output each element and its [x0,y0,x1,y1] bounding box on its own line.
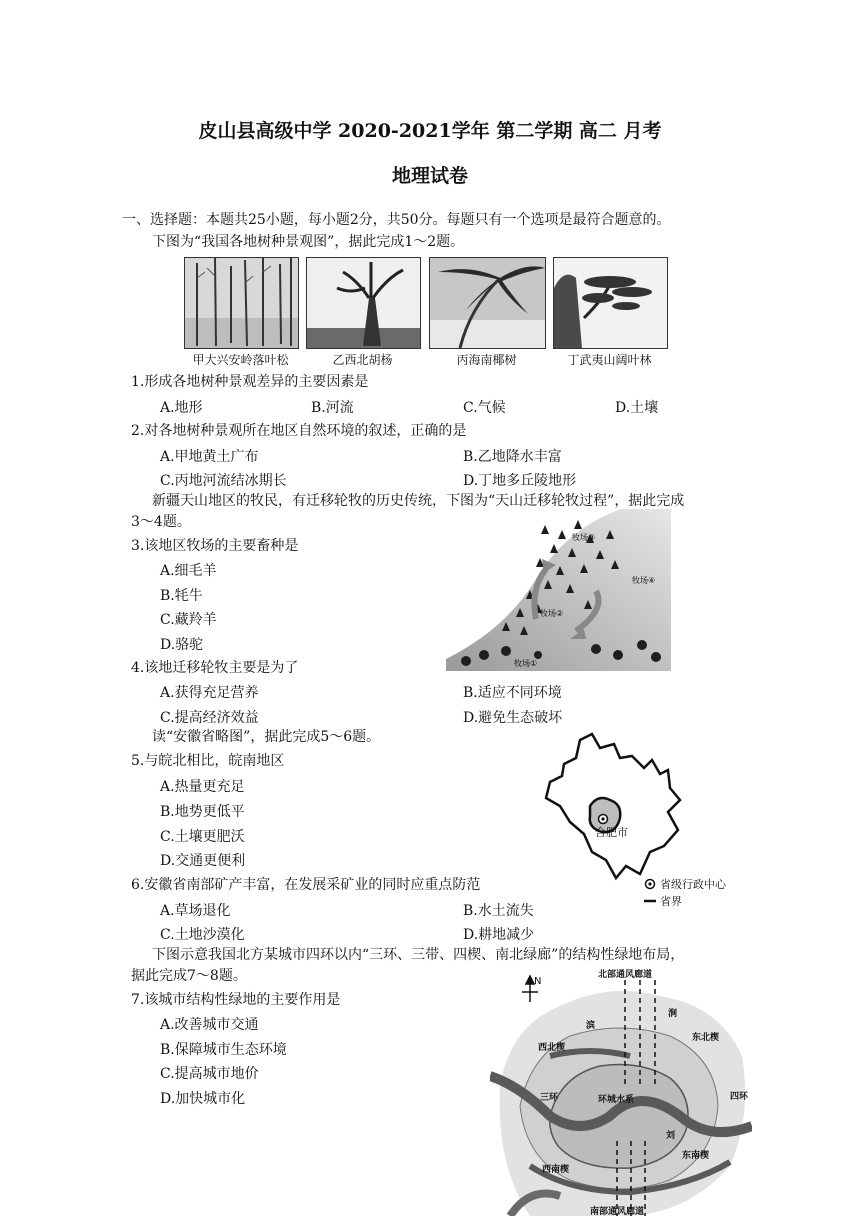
q7-option-b[interactable]: B.保障城市生态环境 [160,1042,287,1058]
band-label-1: 滨 [586,1021,596,1031]
q2-option-c[interactable]: C.丙地河流结冰期长 [160,473,287,489]
band-label-2: 涧 [668,1009,678,1019]
caption-larch: 甲大兴安岭落叶松 [192,353,289,367]
q4-option-d[interactable]: D.避免生态破坏 [463,710,563,726]
sw-wedge-label: 西南楔 [542,1165,570,1175]
q6-option-c[interactable]: C.土地沙漠化 [160,927,245,943]
q4-option-c[interactable]: C.提高经济效益 [160,710,259,726]
q2-option-d[interactable]: D.丁地多丘陵地形 [463,473,577,489]
q4-option-b[interactable]: B.适应不同环境 [463,685,562,701]
q1-stem: 1.形成各地树种景观差异的主要因素是 [131,374,369,390]
q3-option-b[interactable]: B.牦牛 [160,588,203,604]
pasture-4-label: 牧场④ [632,576,656,585]
q7-option-a[interactable]: A.改善城市交通 [160,1017,259,1033]
south-corridor-label: 南部通风廊道 [590,1207,645,1216]
q4-option-a[interactable]: A.获得充足营养 [160,685,259,701]
three-rings-label: 三环 [540,1093,559,1103]
nw-wedge-label: 西北楔 [538,1043,566,1053]
q2-stem: 2.对各地树种景观所在地区自然环境的叙述，正确的是 [131,423,467,439]
q1-option-d[interactable]: D.土壤 [615,400,659,416]
q7-option-c[interactable]: C.提高城市地价 [160,1066,259,1082]
four-rings-label: 四环 [730,1092,749,1102]
q5-stem: 5.与皖北相比，皖南地区 [131,753,285,769]
intro-q7-8-cont: 据此完成7～8题。 [131,968,247,984]
broadleaf-photo [553,257,668,349]
pasture-1-label: 牧场① [514,659,538,668]
q5-option-a[interactable]: A.热量更充足 [160,779,245,795]
exam-title: 皮山县高级中学 2020-2021学年 第二学期 高二 月考 [198,120,662,142]
city-greenspace-map [490,966,752,1216]
ne-wedge-label: 东北楔 [692,1033,720,1043]
intro-q7-8: 下图示意我国北方某城市四环以内“三环、三带、四楔、南北绿廊”的结构性绿地布局， [152,947,685,963]
legend-border-label: 省界 [660,895,682,908]
q5-option-d[interactable]: D.交通更便利 [160,853,246,869]
q5-option-b[interactable]: B.地势更低平 [160,804,245,820]
q6-option-a[interactable]: A.草场退化 [160,903,231,919]
north-label: N [534,976,542,987]
poplar-photo [306,257,421,349]
section-heading: 一、选择题：本题共25小题，每小题2分，共50分。每题只有一个选项是最符合题意的。 [122,212,671,228]
q5-option-c[interactable]: C.土壤更肥沃 [160,829,245,845]
exam-subtitle: 地理试卷 [391,165,468,187]
caption-poplar: 乙西北胡杨 [332,353,393,367]
q1-option-a[interactable]: A.地形 [160,400,203,416]
q3-option-c[interactable]: C.藏羚羊 [160,612,217,628]
hefei-label: 合肥市 [595,826,628,839]
q7-option-d[interactable]: D.加快城市化 [160,1091,246,1107]
q2-option-b[interactable]: B.乙地降水丰富 [463,449,562,465]
band-label-3: 刘 [666,1131,676,1141]
legend-capital-label: 省级行政中心 [660,878,726,891]
pasture-2-label: 牧场② [540,609,564,618]
caption-broadleaf: 丁武夷山阔叶林 [567,353,652,367]
q6-option-d[interactable]: D.耕地减少 [463,927,535,943]
intro-q3-4-cont: 3～4题。 [131,514,191,530]
intro-q5-6: 读“安徽省略图”，据此完成5～6题。 [152,729,381,745]
intro-q3-4: 新疆天山地区的牧民，有迁移轮牧的历史传统，下图为“天山迁移轮牧过程”，据此完成 [152,493,685,509]
q2-option-a[interactable]: A.甲地黄土广布 [160,449,259,465]
river-ring-label: 环城水系 [598,1095,635,1105]
q7-stem: 7.该城市结构性绿地的主要作用是 [131,992,341,1008]
pasture-migration-figure [446,509,671,671]
q4-stem: 4.该地迁移轮牧主要是为了 [131,660,299,676]
q1-option-c[interactable]: C.气候 [463,400,506,416]
pasture-3-label: 牧场③ [572,533,596,542]
se-wedge-label: 东南楔 [682,1151,710,1161]
q6-option-b[interactable]: B.水土流失 [463,903,534,919]
q1-option-b[interactable]: B.河流 [311,400,354,416]
anhui-map [540,730,740,910]
palm-photo [429,257,546,349]
q3-stem: 3.该地区牧场的主要畜种是 [131,538,299,554]
larch-photo [184,257,299,349]
q3-option-d[interactable]: D.骆驼 [160,637,204,653]
north-corridor-label: 北部通风廊道 [598,970,653,980]
q3-option-a[interactable]: A.细毛羊 [160,563,217,579]
q6-stem: 6.安徽省南部矿产丰富，在发展采矿业的同时应重点防范 [131,877,481,893]
caption-palm: 丙海南椰树 [456,353,517,367]
intro-q1-2: 下图为“我国各地树种景观图”，据此完成1～2题。 [152,234,465,250]
